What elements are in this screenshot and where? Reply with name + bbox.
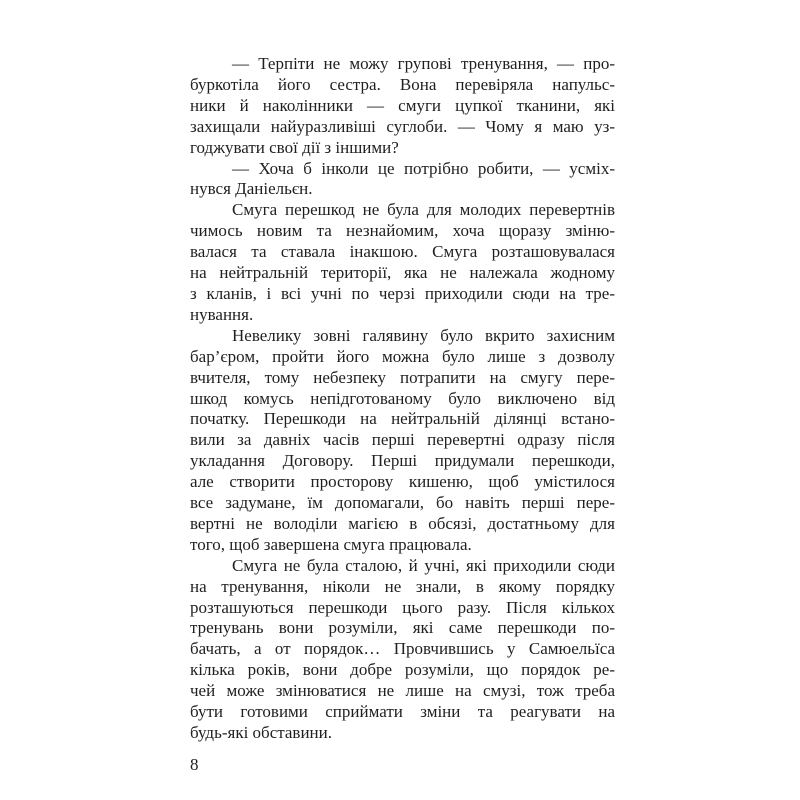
text-line: все задумане, їм допомагали, бо навіть перші пере- [190, 493, 615, 513]
text-line: бар’єром, пройти його можна було лише з дозволу [190, 346, 615, 366]
text-line: укладання Договору. Перші придумали перешкоди, [190, 451, 615, 471]
text-line: чей може змінюватися не лише на смузі, тож треба [190, 681, 615, 701]
paragraphs-container [190, 54, 615, 744]
text-line: — Терпіти не можу групові тренування, — про- [232, 54, 615, 73]
text-line: шкод комусь непідготованому було виключено від [190, 388, 615, 408]
text-line: Смуга перешкод не була для молодих перевертнів [232, 200, 615, 220]
text-line: на тренування, ніколи не знали, в якому порядку [190, 576, 615, 596]
page-number: 8 [190, 754, 199, 774]
text-line: валася та ставала інакшою. Смуга розташовувалася [190, 242, 615, 262]
text-line: на нейтральній території, яка не належала жодному [190, 263, 615, 283]
text-line: вили за давніх часів перші перевертні одразу після [190, 430, 615, 450]
text-line: Невелику зовні галявину було вкрито захисним [232, 325, 615, 345]
page-text [190, 54, 615, 776]
text-line: бути готовими сприймати зміни та реагувати на [190, 702, 615, 722]
text-line: розташуються перешкоди цього разу. Після кількох [190, 597, 615, 617]
text-line: годжувати свої дії з іншими? [190, 137, 399, 157]
text-line: але створити просторову кишеню, щоб умістилося [190, 472, 615, 492]
text-line: вертні не володіли магією в обсязі, достатньому для [190, 513, 615, 533]
text-line: захищали найуразливіші суглоби. — Чому я маю уз- [190, 116, 615, 136]
text-line: нування. [190, 304, 254, 324]
text-line: Смуга не була сталою, й учні, які приходили сюди [232, 555, 615, 575]
text-line: буркотіла його сестра. Вона перевіряла напульс- [190, 74, 615, 94]
text-line: кілька років, вони добре розуміли, що порядок ре- [190, 660, 615, 680]
text-line: вчителя, тому небезпеку потрапити на смугу пере- [190, 367, 615, 387]
text-line: того, щоб завершена смуга працювала. [190, 534, 472, 554]
text-line: тренувань вони розуміли, які саме перешкоди по- [190, 618, 615, 638]
text-line: бачать, а от порядок… Провчившись у Самюельїса [190, 639, 615, 659]
text-line: з кланів, і всі учні по черзі приходили сюди на тре- [190, 283, 615, 303]
text-line: початку. Перешкоди на нейтральній ділянці встано- [190, 409, 615, 429]
text-line: ники й наколінники — смуги цупкої тканини, які [190, 95, 615, 115]
text-line: будь-які обставини. [190, 723, 332, 742]
text-line: — Хоча б інколи це потрібно робити, — усміх- [232, 158, 615, 178]
text-line: нувся Даніельєн. [190, 179, 313, 199]
text-line: чимось новим та незнайомим, хоча щоразу зміню- [190, 221, 615, 241]
